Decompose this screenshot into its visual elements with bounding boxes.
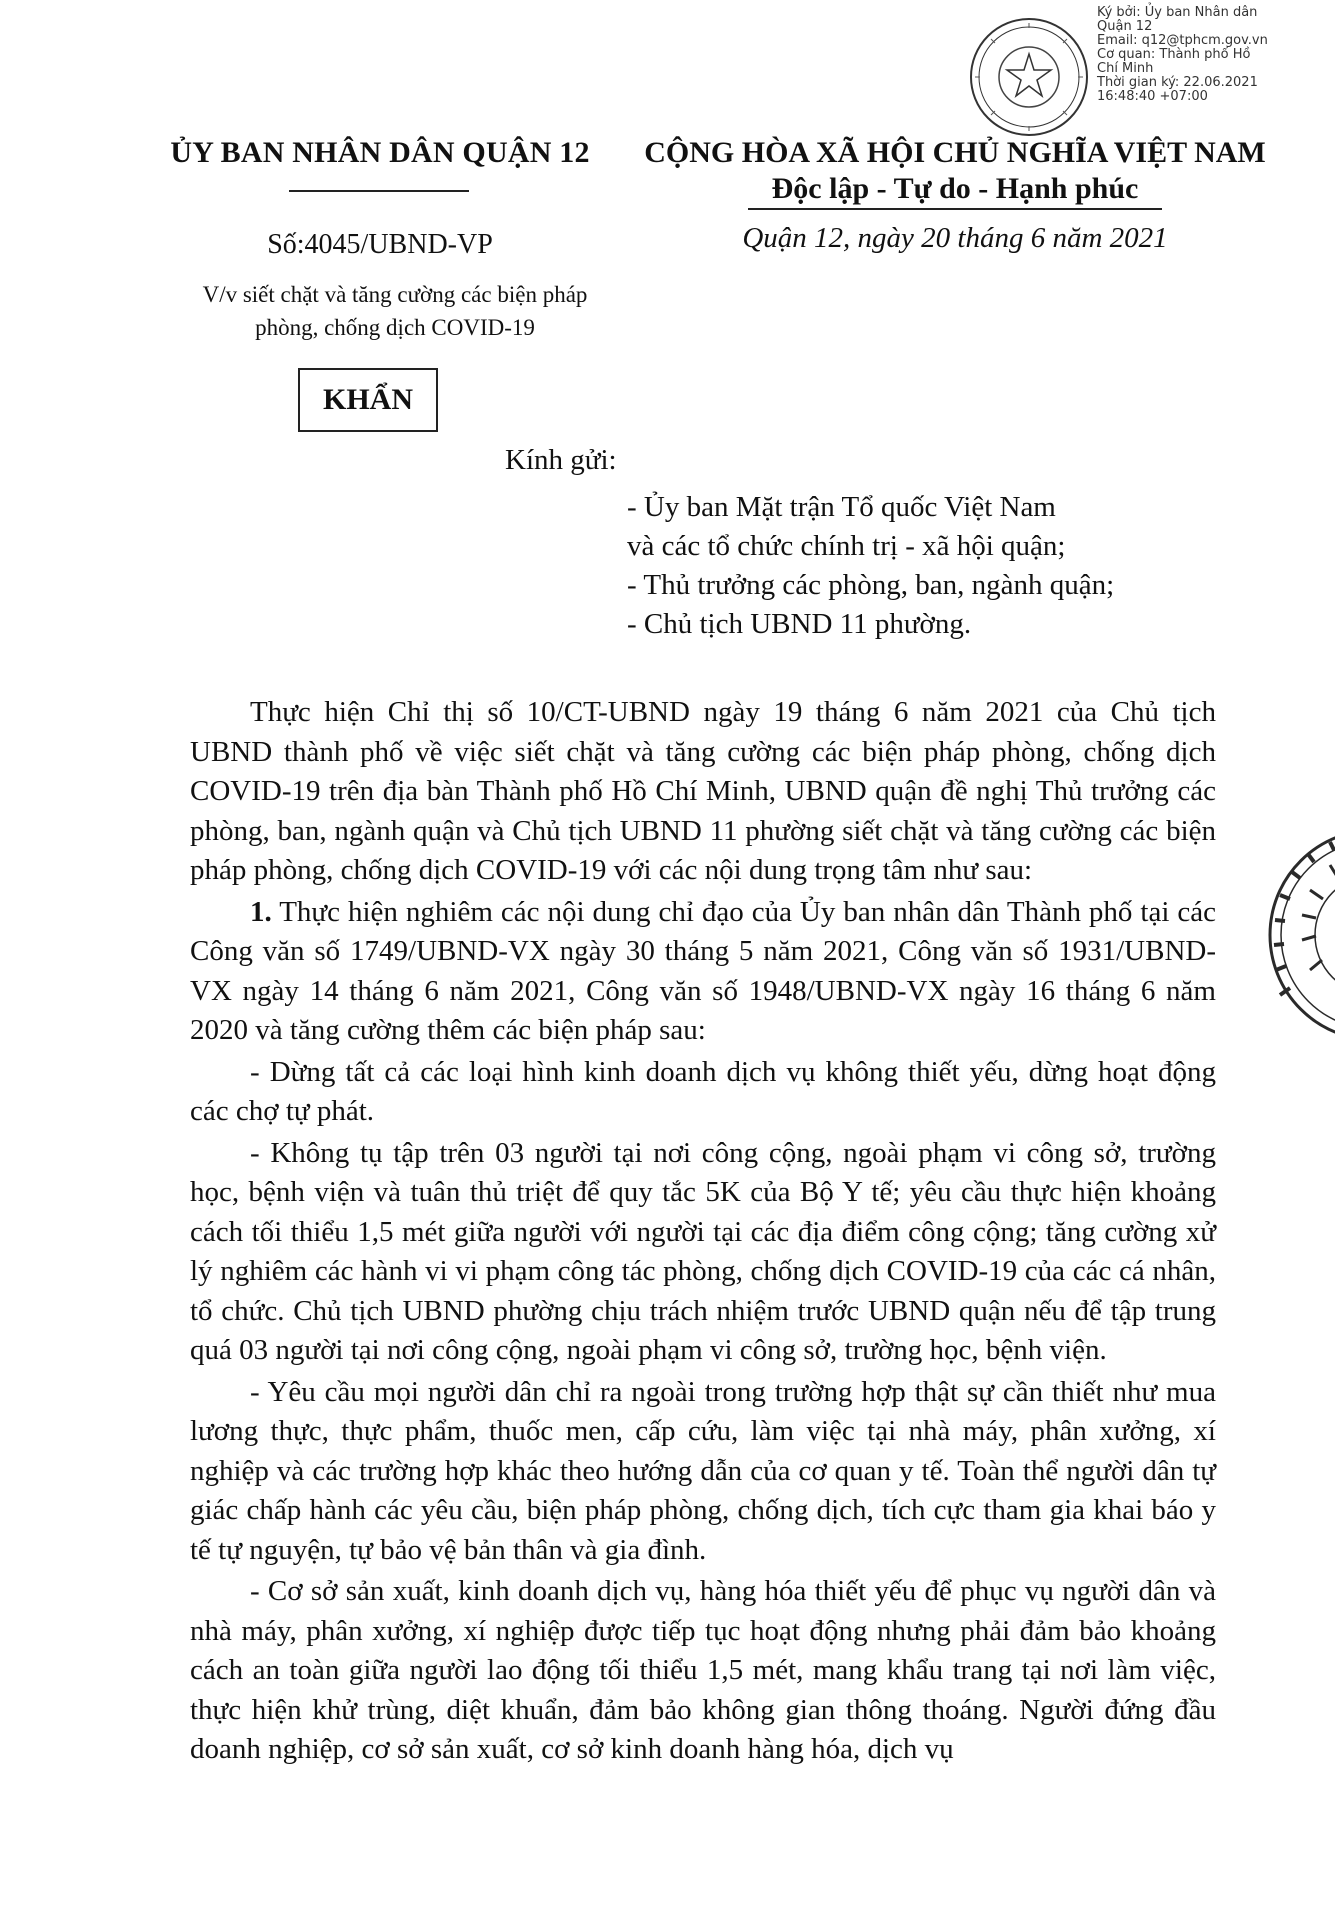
greeting: Kính gửi: — [505, 444, 617, 476]
place-date: Quận 12, ngày 20 tháng 6 năm 2021 — [742, 222, 1168, 254]
bullet-paragraph: - Cơ sở sản xuất, kinh doanh dịch vụ, hàng hóa thiết yếu để phục vụ người dân và nhà máy, phân xưởng, xí nghiệp được tiếp tục hoạt động nhưng phải đảm bảo khoảng cách an toàn giữa người lao động tối thiểu 1,5 mét, mang khẩu trang tại nơi làm việc, thực hiện khử trùng, diệt khuẩn, đảm bảo không gian thông thoáng. Người đứng đầu doanh nghiệp, cơ sở sản xuất, cơ sở kinh doanh hàng hóa, dịch vụ — [190, 1575, 1216, 1765]
item-1-paragraph — [190, 893, 1216, 1051]
digital-signature-seal — [966, 14, 1092, 140]
signature-line: Ký bởi: Ủy ban Nhân dân — [1097, 5, 1258, 20]
item-1-text: Thực hiện nghiêm các nội dung chỉ đạo của Ủy ban nhân dân Thành phố tại các Công văn số 1749/UBND-VX ngày 30 tháng 5 năm 2021, Công văn số 1931/UBND-VX ngày 14 tháng 6 năm 2021, Công văn số 1948/UBND-VX ngày 16 tháng 6 năm 2020 và tăng cường thêm các biện pháp sau: — [190, 895, 1216, 1046]
signature-line: 16:48:40 +07:00 — [1097, 89, 1208, 104]
recipient-item: - Ủy ban Mặt trận Tổ quốc Việt Nam — [627, 491, 1056, 523]
bullet-paragraph: - Không tụ tập trên 03 người tại nơi công cộng, ngoài phạm vi công sở, trường học, bệnh viện và tuân thủ triệt để quy tắc 5K của Bộ Y tế; yêu cầu thực hiện khoảng cách tối thiểu 1,5 mét giữa người với người tại các địa điểm công cộng; tăng cường xử lý nghiêm các hành vi vi phạm công tác phòng, chống dịch COVID-19 của các cá nhân, tổ chức. Chủ tịch UBND phường chịu trách nhiệm trước UBND quận nếu để tập trung quá 03 người tại nơi công cộng, ngoài phạm vi công sở, trường học, bệnh viện. — [190, 1136, 1216, 1366]
agency-underline — [289, 190, 469, 192]
subject-line: V/v siết chặt và tăng cường các biện pháp — [202, 282, 588, 307]
signature-line: Thời gian ký: 22.06.2021 — [1097, 75, 1258, 90]
recipient-item: - Thủ trưởng các phòng, ban, ngành quận; — [627, 569, 1115, 601]
national-motto: Độc lập - Tự do - Hạnh phúc — [771, 172, 1139, 205]
subject-line: phòng, chống dịch COVID-19 — [255, 315, 535, 340]
signature-line: Quận 12 — [1097, 19, 1153, 34]
digital-signature-info — [1097, 6, 1327, 104]
recipient-item: và các tổ chức chính trị - xã hội quận; — [627, 530, 1066, 562]
urgent-label: KHẨN — [298, 368, 438, 432]
document-subject — [180, 278, 610, 344]
document-body — [190, 693, 1216, 1772]
document-number: Số:4045/UBND-VP — [267, 229, 493, 260]
bullet-paragraph: - Yêu cầu mọi người dân chỉ ra ngoài trong trường hợp thật sự cần thiết như mua lương thực, thực phẩm, thuốc men, cấp cứu, làm việc tại nhà máy, phân xưởng, xí nghiệp và các trường hợp khác theo hướng dẫn của cơ quan y tế. Toàn thể người dân tự giác chấp hành các yêu cầu, biện pháp phòng, chống dịch, tích cực tham gia khai báo y tế tự nguyện, tự bảo vệ bản thân và gia đình. — [190, 1375, 1216, 1566]
recipient-list — [627, 488, 1267, 644]
signature-line: Chí Minh — [1097, 61, 1154, 76]
national-title: CỘNG HÒA XÃ HỘI CHỦ NGHĨA VIỆT NAM — [644, 136, 1266, 169]
issuing-agency: ỦY BAN NHÂN DÂN QUẬN 12 — [170, 136, 590, 169]
recipient-item: - Chủ tịch UBND 11 phường. — [627, 608, 972, 640]
red-seal-stamp — [1250, 820, 1335, 1050]
bullet-paragraph: - Dừng tất cả các loại hình kinh doanh dịch vụ không thiết yếu, dừng hoạt động các chợ tự phát. — [190, 1055, 1216, 1127]
item-1-number: 1. — [250, 895, 272, 928]
motto-underline — [748, 208, 1162, 210]
signature-line: Email: q12@tphcm.gov.vn — [1097, 33, 1268, 48]
intro-paragraph: Thực hiện Chỉ thị số 10/CT-UBND ngày 19 tháng 6 năm 2021 của Chủ tịch UBND thành phố về việc siết chặt và tăng cường các biện pháp phòng, chống dịch COVID-19 trên địa bàn Thành phố Hồ Chí Minh, UBND quận đề nghị Thủ trưởng các phòng, ban, ngành quận và Chủ tịch UBND 11 phường siết chặt và tăng cường các biện pháp phòng, chống dịch COVID-19 với các nội dung trọng tâm như sau: — [190, 696, 1216, 886]
signature-line: Cơ quan: Thành phố Hồ — [1097, 47, 1251, 62]
